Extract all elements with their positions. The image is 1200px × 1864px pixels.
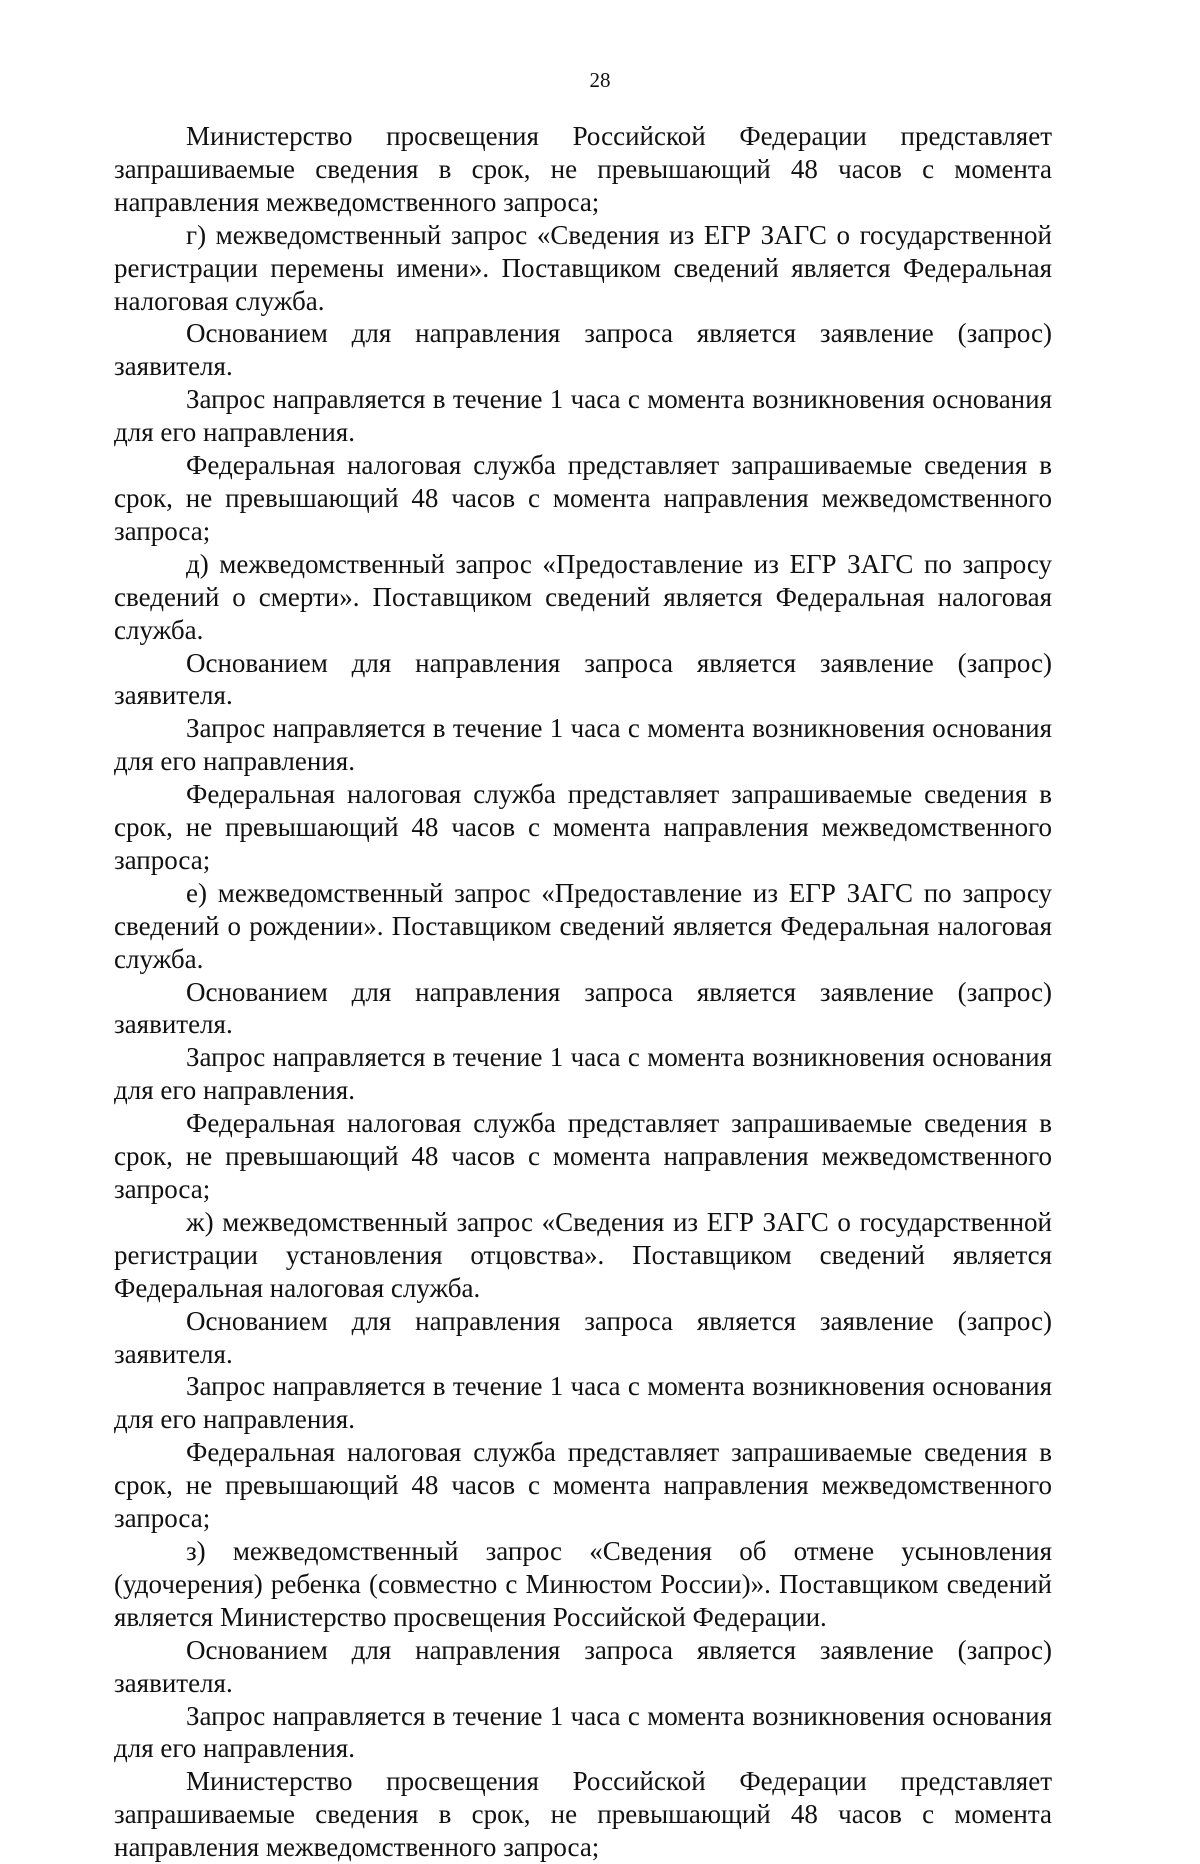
page-number: 28 xyxy=(589,68,611,92)
paragraph: Запрос направляется в течение 1 часа с момента возникновения основания для его направления. xyxy=(114,1371,1052,1435)
paragraph: Основанием для направления запроса является заявление (запрос) заявителя. xyxy=(114,976,1052,1040)
list-item-zh: ж) межведомственный запрос «Сведения из ЕГР ЗАГС о государственной регистрации установления отцовства». Поставщиком сведений является Федеральная налоговая служба. xyxy=(114,1206,1052,1303)
document-body xyxy=(114,120,1052,1864)
paragraph: Федеральная налоговая служба представляет запрашиваемые сведения в срок, не превышающий 48 часов с момента направления межведомственного запроса; xyxy=(114,779,1052,875)
paragraph: Федеральная налоговая служба представляет запрашиваемые сведения в срок, не превышающий 48 часов с момента направления межведомственного запроса; xyxy=(114,1108,1052,1204)
list-item-g: г) межведомственный запрос «Сведения из ЕГР ЗАГС о государственной регистрации перемены имени». Поставщиком сведений является Федеральная налоговая служба. xyxy=(114,219,1052,316)
paragraph: Запрос направляется в течение 1 часа с момента возникновения основания для его направления. xyxy=(114,1700,1052,1764)
paragraph: Основанием для направления запроса является заявление (запрос) заявителя. xyxy=(114,318,1052,382)
paragraph: Основанием для направления запроса является заявление (запрос) заявителя. xyxy=(114,1305,1052,1369)
paragraph: Федеральная налоговая служба представляет запрашиваемые сведения в срок, не превышающий 48 часов с момента направления межведомственного запроса; xyxy=(114,450,1052,546)
list-item-z: з) межведомственный запрос «Сведения об отмене усыновления (удочерения) ребенка (совместно с Минюстом России)». Поставщиком сведений является Министерство просвещения Российской Федерации. xyxy=(114,1535,1052,1632)
paragraph: Запрос направляется в течение 1 часа с момента возникновения основания для его направления. xyxy=(114,1042,1052,1106)
paragraph: Федеральная налоговая служба представляет запрашиваемые сведения в срок, не превышающий 48 часов с момента направления межведомственного запроса; xyxy=(114,1437,1052,1534)
list-item-e: е) межведомственный запрос «Предоставление из ЕГР ЗАГС по запросу сведений о рождении». Поставщиком сведений является Федеральная налоговая служба. xyxy=(114,877,1052,974)
paragraph: Министерство просвещения Российской Федерации представляет запрашиваемые сведения в срок, не превышающий 48 часов с момента направления межведомственного запроса; xyxy=(114,1766,1052,1863)
paragraph: Запрос направляется в течение 1 часа с момента возникновения основания для его направления. xyxy=(114,713,1052,777)
paragraph: Основанием для направления запроса является заявление (запрос) заявителя. xyxy=(114,647,1052,711)
list-item-d: д) межведомственный запрос «Предоставление из ЕГР ЗАГС по запросу сведений о смерти». Поставщиком сведений является Федеральная налоговая служба. xyxy=(114,548,1052,645)
paragraph: Основанием для направления запроса является заявление (запрос) заявителя. xyxy=(114,1634,1052,1698)
paragraph: Министерство просвещения Российской Федерации представляет запрашиваемые сведения в срок, не превышающий 48 часов с момента направления межведомственного запроса; xyxy=(114,121,1052,217)
paragraph: Запрос направляется в течение 1 часа с момента возникновения основания для его направления. xyxy=(114,384,1052,448)
